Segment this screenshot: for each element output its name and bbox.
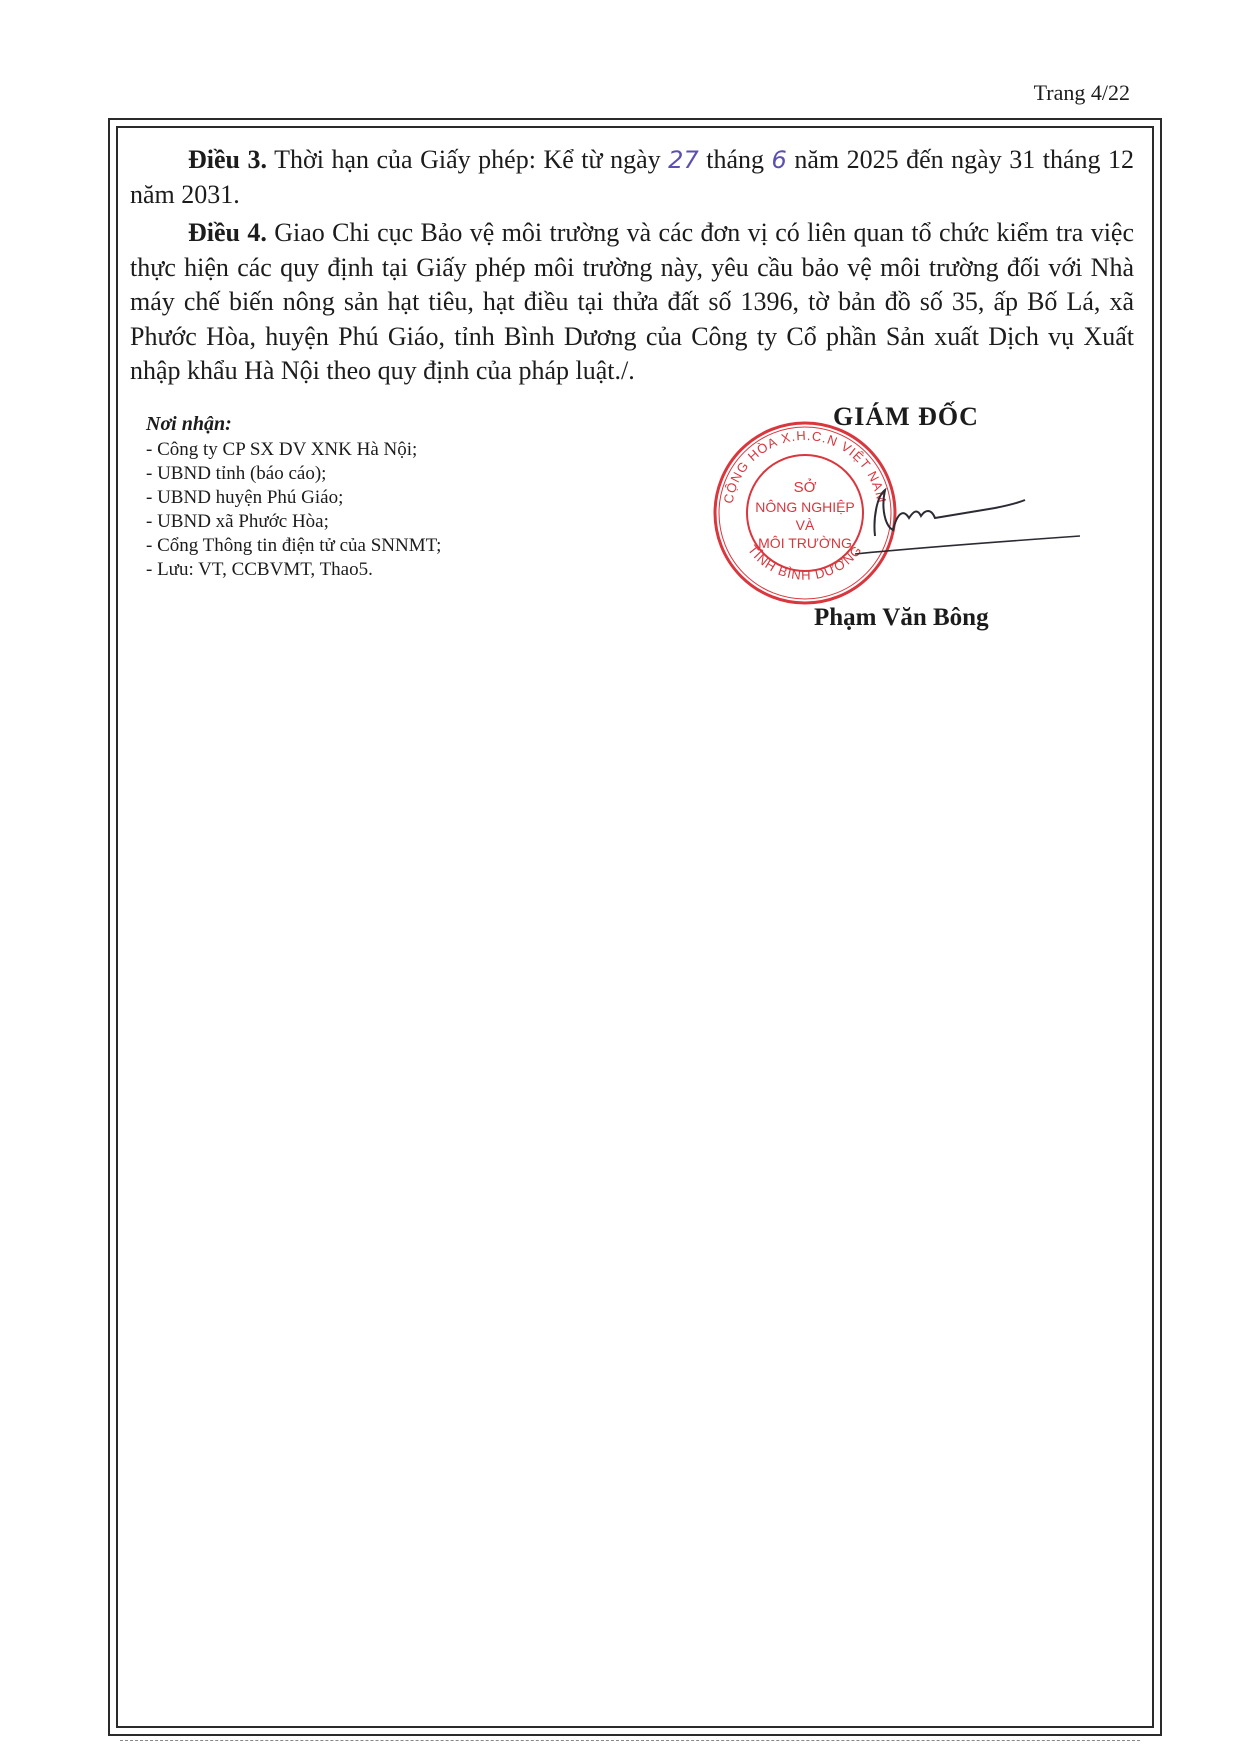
recipient-item: - Cổng Thông tin điện tử của SNNMT;	[146, 535, 442, 556]
recipient-item: - Lưu: VT, CCBVMT, Thao5.	[146, 559, 373, 580]
recipient-item: - UBND tỉnh (báo cáo);	[146, 463, 327, 484]
document-body	[130, 143, 1134, 393]
article-3-text-a: Thời hạn của Giấy phép: Kể từ ngày	[267, 145, 669, 174]
recipients-block	[146, 412, 586, 582]
article-3	[130, 143, 1134, 212]
page-number: Trang 4/22	[1033, 80, 1130, 105]
article-3-label: Điều 3.	[188, 145, 268, 174]
bottom-scan-edge	[120, 1740, 1140, 1741]
stamp-line-1: SỞ	[793, 479, 817, 496]
stamp-outer-bottom-text: TỈNH BÌNH DƯƠNG	[745, 542, 866, 583]
article-4-label: Điều 4.	[188, 218, 267, 247]
recipient-item: - Công ty CP SX DV XNK Hà Nội;	[146, 439, 418, 460]
recipients-list	[146, 438, 586, 582]
stamp-line-3: VÀ	[795, 517, 815, 533]
recipients-title: Nơi nhận:	[146, 413, 232, 435]
article-4-text: Giao Chi cục Bảo vệ môi trường và các đơn vị có liên quan tổ chức kiểm tra việc thực hiện các quy định tại Giấy phép môi trường này, yêu cầu bảo vệ môi trường đối với Nhà máy chế biến nông sản hạt tiêu, hạt điều tại thửa đất số 1396, tờ bản đồ số 35, ấp Bố Lá, xã Phước Hòa, huyện Phú Giáo, tỉnh Bình Dương của Công ty Cổ phần Sản xuất Dịch vụ Xuất nhập khẩu Hà Nội theo quy định của pháp luật./.	[130, 218, 1134, 385]
article-3-text-b: tháng	[698, 145, 772, 174]
handwritten-day: 27	[668, 146, 699, 174]
signer-title: GIÁM ĐỐC	[833, 402, 979, 431]
stamp-line-2: NÔNG NGHIỆP	[755, 499, 855, 515]
stamp-outer-top-text: CỘNG HÒA X.H.C.N VIỆT NAM	[720, 427, 890, 505]
signer-name: Phạm Văn Bông	[814, 604, 989, 631]
recipient-item: - UBND huyện Phú Giáo;	[146, 487, 344, 508]
stamp-line-4: MÔI TRƯỜNG	[758, 535, 852, 551]
handwritten-month: 6	[771, 146, 787, 174]
article-4	[130, 216, 1134, 389]
recipient-item: - UBND xã Phước Hòa;	[146, 511, 329, 532]
article-3-text-c: năm 2025 đến ngày 31 tháng 12 năm 2031.	[130, 145, 1135, 209]
handwritten-signature	[855, 478, 1085, 558]
